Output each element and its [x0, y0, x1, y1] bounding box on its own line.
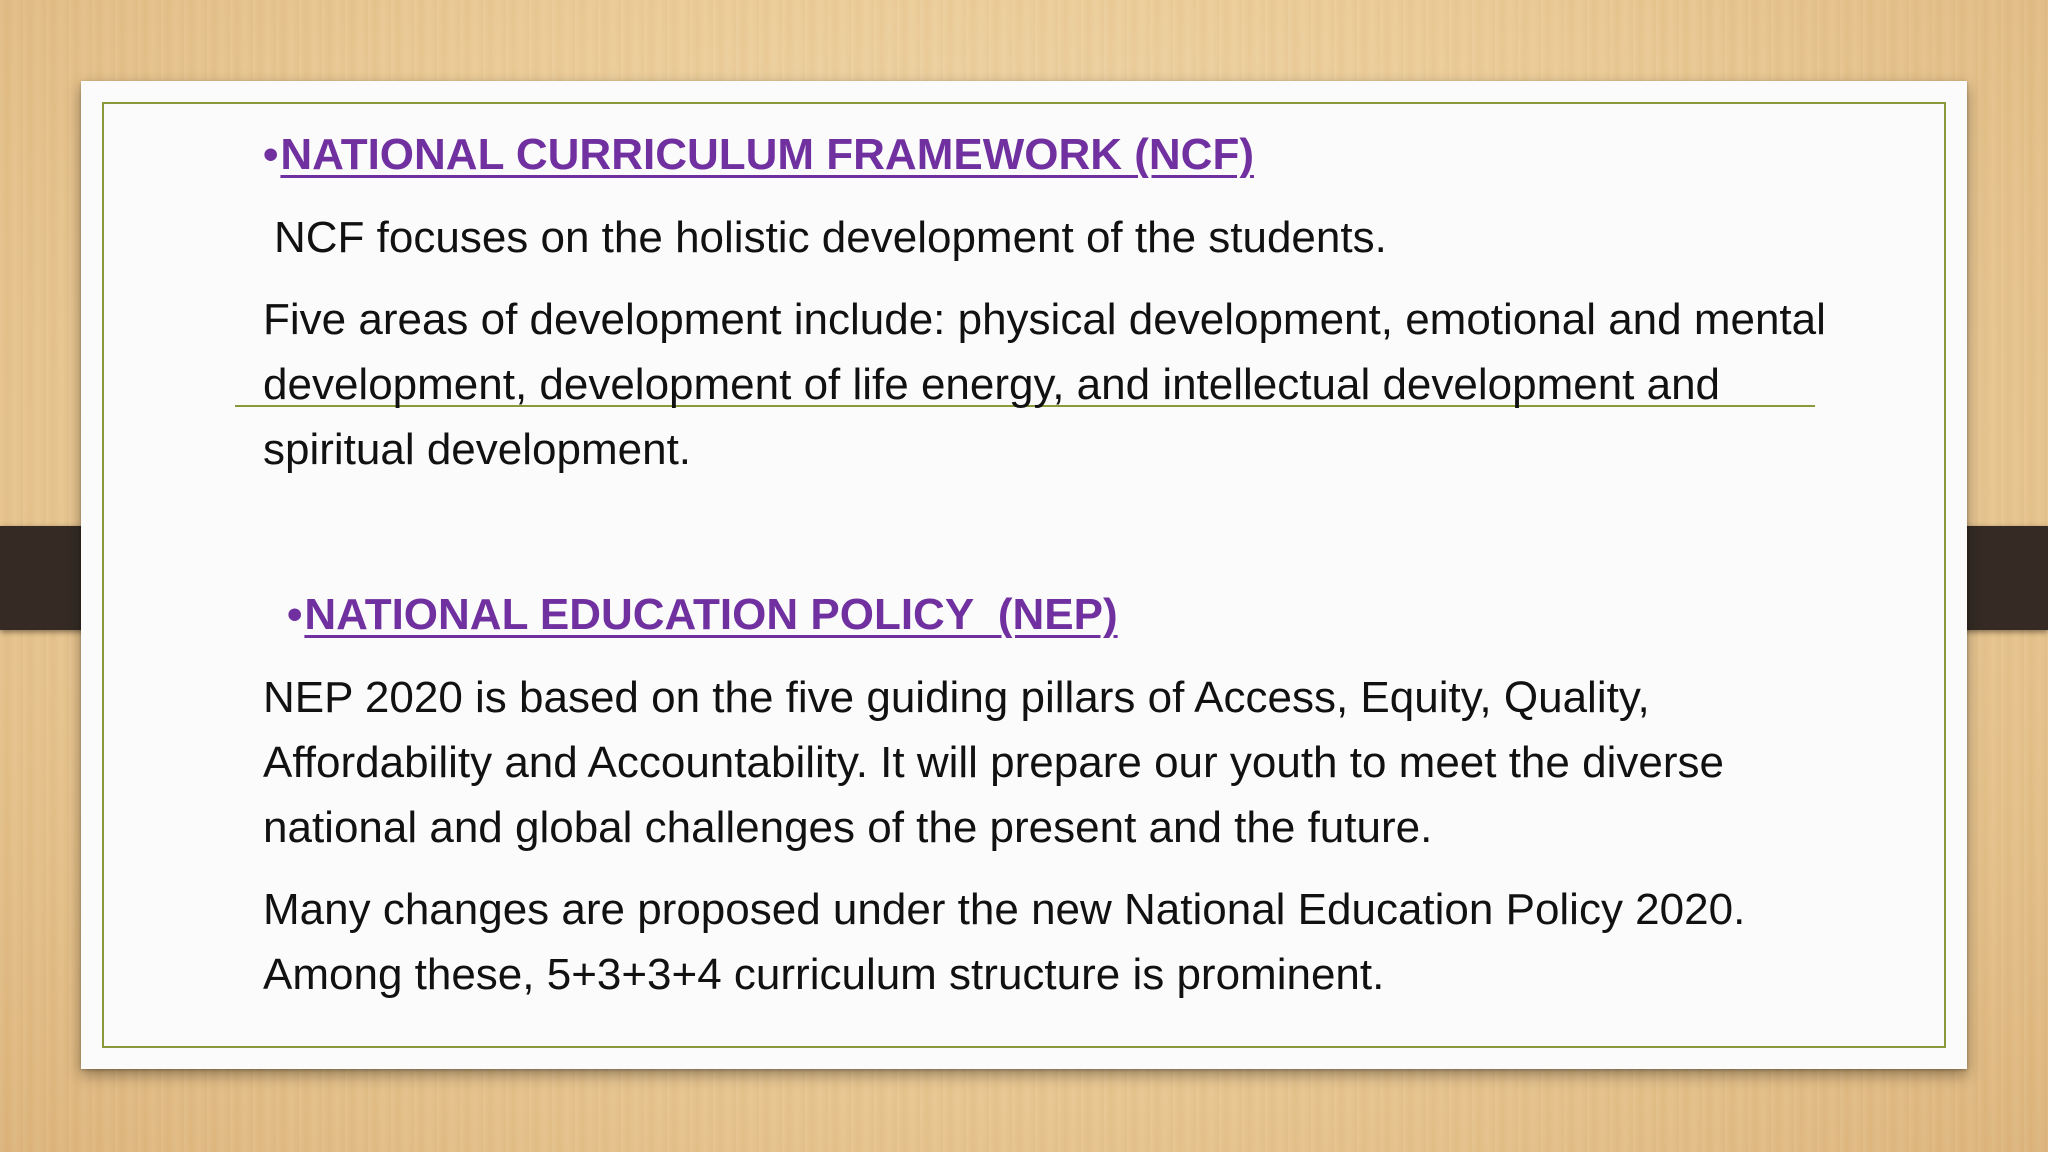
nep-heading — [263, 582, 1843, 647]
ncf-section — [263, 122, 1843, 482]
nep-changes-text: Many changes are proposed under the new National Education Policy 2020. Among these, 5+3+3+4 curriculum structure is prominent. — [263, 885, 1768, 999]
bullet-icon: • — [287, 590, 303, 639]
bullet-icon: • — [263, 130, 279, 179]
ncf-areas-text: Five areas of development include: physical development, emotional and mental development, development of life energy, and intellectual development and spiritual development. — [263, 295, 1826, 474]
slide-content — [263, 122, 1843, 1007]
slide-card — [81, 81, 1967, 1069]
nep-heading-text: NATIONAL EDUCATION POLICY (NEP) — [304, 590, 1118, 639]
nep-pillars-text: NEP 2020 is based on the five guiding pillars of Access, Equity, Quality, Affordability and Accountability. It will prepare our youth to meet the diverse national and global challenges of the present and the future. — [263, 673, 1724, 852]
ncf-heading — [263, 122, 1843, 187]
nep-section — [263, 582, 1843, 1007]
ncf-heading-text: NATIONAL CURRICULUM FRAMEWORK (NCF) — [280, 130, 1254, 179]
ncf-focus-text: NCF focuses on the holistic development of the students. — [274, 213, 1387, 262]
